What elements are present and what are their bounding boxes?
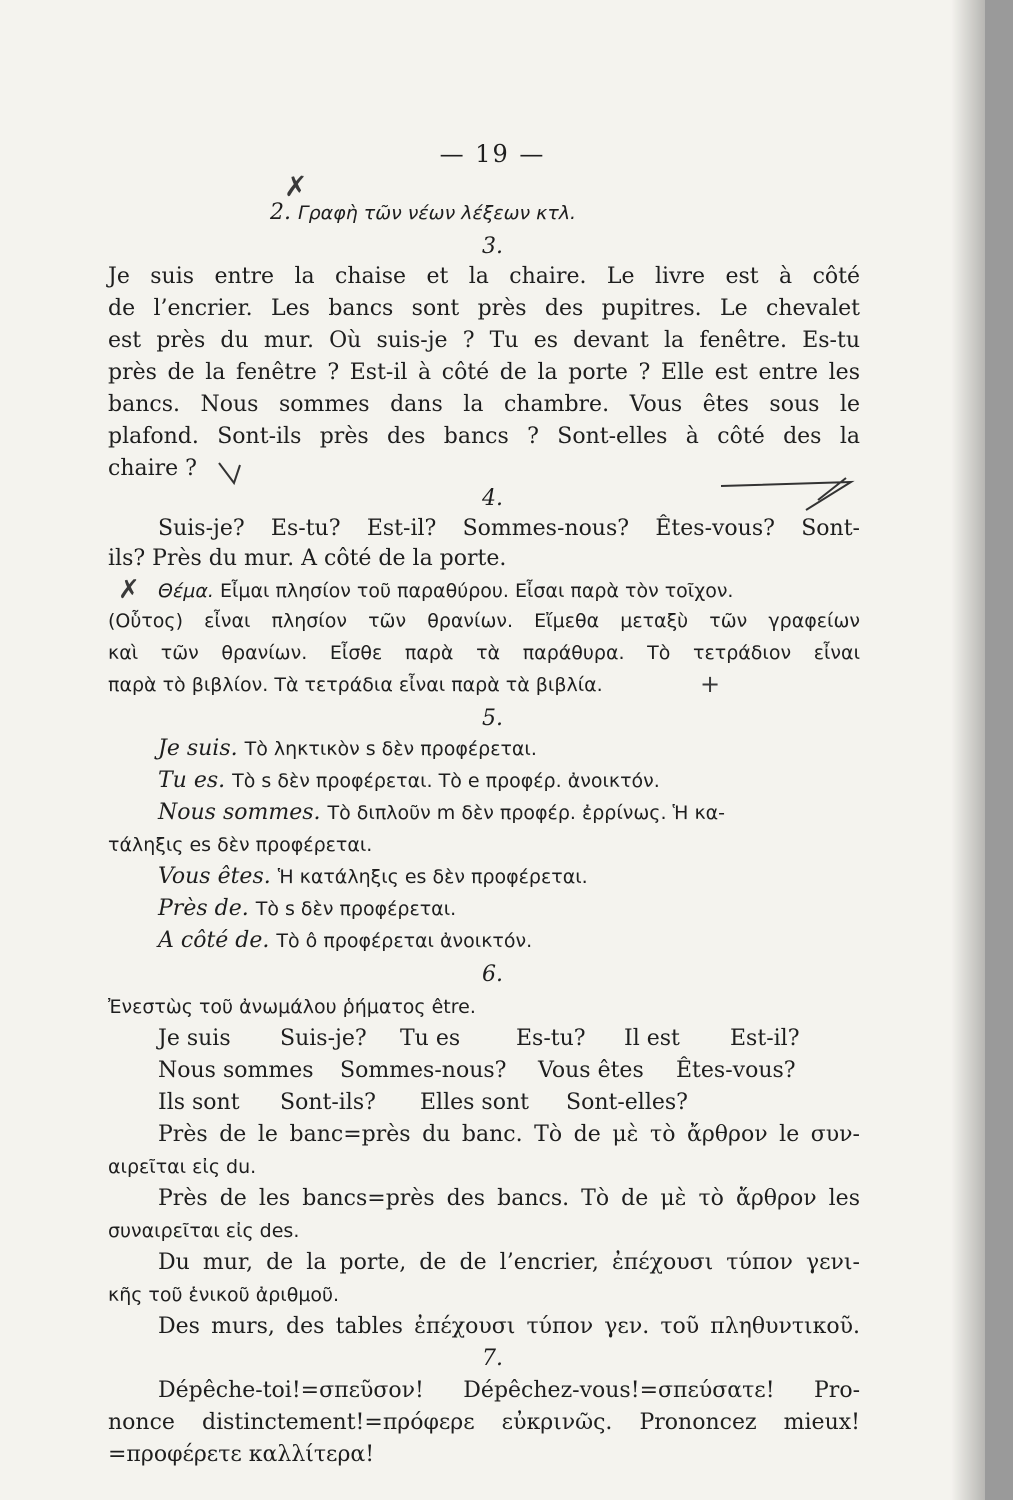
section-4-line: Suis-je? Es-tu? Est-il? Sommes-nous? Êtes-vous? Sont- [158, 516, 860, 541]
conj-cell: Êtes-vous? [676, 1058, 796, 1083]
conj-cell: Nous sommes [158, 1058, 314, 1083]
section-5-line: A côté de. Τὸ ô προφέρεται ἀνοικτόν. [158, 928, 533, 953]
section-5-line: Vous êtes. Ἡ κατάληξις es δὲν προφέρεται. [158, 864, 588, 889]
section-4-heading: 4. [482, 486, 503, 511]
section-3-line: bancs. Nous sommes dans la chambre. Vous êtes sous le [108, 392, 860, 417]
section-3-line: près de la fenêtre ? Est-il à côté de la porte ? Elle est entre les [108, 360, 860, 385]
section-7-heading: 7. [482, 1346, 503, 1371]
rule-line: Près de le banc=près du banc. Τὸ de μὲ τὸ ἄρθρον le συν- [158, 1122, 860, 1147]
rule-line: αιρεῖται εἰς du. [108, 1156, 257, 1178]
page-number: — 19 — [439, 140, 546, 168]
pencil-check-icon [214, 455, 254, 495]
pencil-stroke-icon [716, 470, 866, 520]
section-6-intro: Ἐνεστὼς τοῦ ἀνωμάλου ῥήματος être. [108, 996, 476, 1018]
section-5-heading: 5. [482, 706, 503, 731]
theme-line: καὶ τῶν θρανίων. Εἶσθε παρὰ τὰ παράθυρα. Τὸ τετράδιον εἶναι [108, 642, 860, 664]
rule-line: Des murs, des tables ἐπέχουσι τύπον γεν. τοῦ πληθυντικοῦ. [158, 1314, 860, 1339]
conj-cell: Elles sont [420, 1090, 529, 1115]
section-3-line: plafond. Sont-ils près des bancs ? Sont-elles à côté des la [108, 424, 860, 449]
conj-cell: Sont-elles? [566, 1090, 688, 1115]
section-3-line: Je suis entre la chaise et la chaire. Le livre est à côté [108, 264, 860, 289]
rule-line: Du mur, de la porte, de de l’encrier, ἐπέχουσι τύπον γενι- [158, 1250, 860, 1275]
theme-label: Θέμα. [158, 580, 214, 602]
conj-cell: Suis-je? [280, 1026, 367, 1051]
section-6-heading: 6. [482, 962, 503, 987]
pencil-cross-icon: ✗ [284, 170, 308, 203]
section-3-line: de l’encrier. Les bancs sont près des pupitres. Le chevalet [108, 296, 860, 321]
theme-line: παρὰ τὸ βιβλίον. Τὰ τετράδια εἶναι παρὰ τὰ βιβλία. [108, 674, 603, 696]
conj-cell: Sont-ils? [280, 1090, 376, 1115]
section-3-line: est près du mur. Où suis-je ? Tu es devant la fenêtre. Es-tu [108, 328, 860, 353]
section-7-line: =προφέρετε καλλίτερα! [108, 1442, 375, 1467]
rule-line: συναιρεῖται εἰς des. [108, 1220, 300, 1242]
section-3-line: chaire ? [108, 456, 197, 481]
pencil-cross-icon: ✗ [118, 575, 140, 605]
section-5-line: τάληξις es δὲν προφέρεται. [108, 834, 373, 856]
conj-cell: Ils sont [158, 1090, 240, 1115]
section-2-heading: 2. Γραφὴ τῶν νέων λέξεων κτλ. [270, 200, 577, 225]
section-5-line: Nous sommes. Τὸ διπλοῦν m δὲν προφέρ. ἐρρίνως. Ἡ κα- [158, 800, 726, 825]
section-3-heading: 3. [482, 234, 503, 259]
section-4-line: ils? Près du mur. A côté de la porte. [108, 546, 507, 571]
spine-shadow [951, 0, 985, 1500]
conj-cell: Vous êtes [538, 1058, 644, 1083]
conj-cell: Il est [624, 1026, 680, 1051]
section-5-line: Je suis. Τὸ ληκτικὸν s δὲν προφέρεται. [158, 736, 537, 761]
conj-cell: Est-il? [730, 1026, 800, 1051]
section-7-line: nonce distinctement!=πρόφερε εὐκρινῶς. Prononcez mieux! [108, 1410, 860, 1435]
theme-line: Θέμα. Εἶμαι πλησίον τοῦ παραθύρου. Εἶσαι παρὰ τὸν τοῖχον. [158, 580, 734, 602]
conj-cell: Tu es [400, 1026, 461, 1051]
conj-cell: Sommes-nous? [340, 1058, 507, 1083]
rule-line: κῆς τοῦ ἑνικοῦ ἀριθμοῦ. [108, 1284, 340, 1306]
rule-line: Près de les bancs=près des bancs. Τὸ de μὲ τὸ ἄρθρον les [158, 1186, 860, 1211]
section-5-line: Tu es. Τὸ s δὲν προφέρεται. Τὸ e προφέρ. ἀνοικτόν. [158, 768, 660, 793]
theme-line: (Οὗτος) εἶναι πλησίον τῶν θρανίων. Εἴμεθα μεταξὺ τῶν γραφείων [108, 610, 860, 632]
pencil-cross-icon: + [700, 670, 721, 698]
conj-cell: Es-tu? [516, 1026, 586, 1051]
section-7-line: Dépêche-toi!=σπεῦσον! Dépêchez-vous!=σπεύσατε! Pro- [158, 1378, 860, 1403]
section-5-line: Près de. Τὸ s δὲν προφέρεται. [158, 896, 457, 921]
conj-cell: Je suis [158, 1026, 231, 1051]
